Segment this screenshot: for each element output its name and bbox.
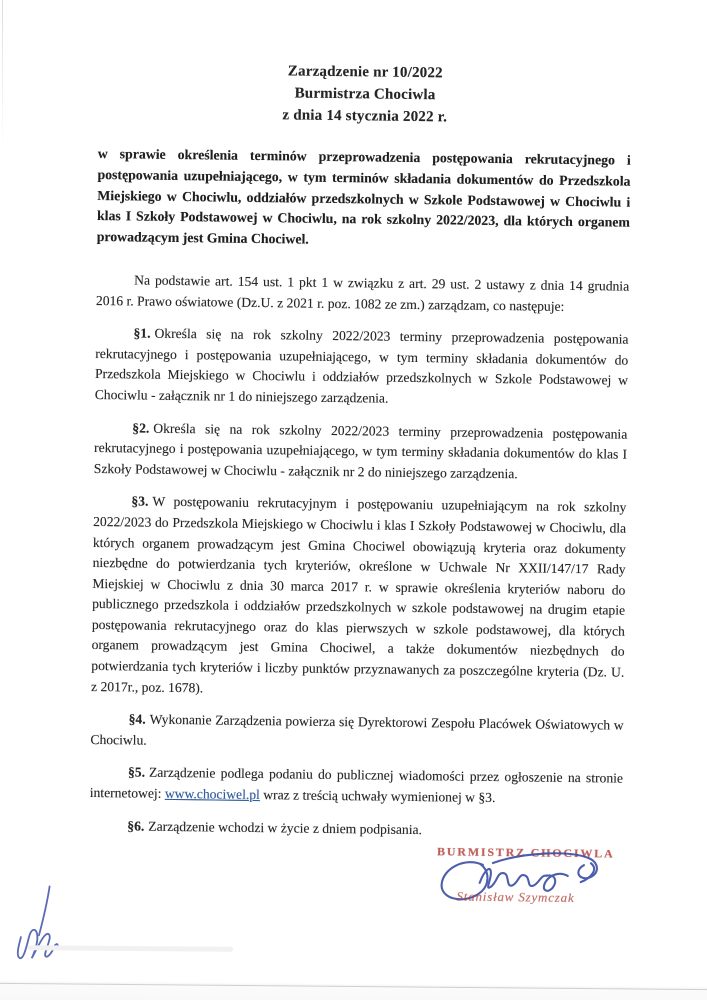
title-line-2: Burmistrza Chociwla [294,85,436,104]
section-text: Określa się na rok szkolny 2022/2023 terminy przeprowadzenia postępowania rekrutacyjnego i postępowania uzupełniającego, w tym terminy składania dokumentów do Przedszkola Miejskiego w Chociwlu i oddziałów przedszkolnych w Szkole Podstawowej w Chociwlu - załącznik nr 1 do niniejszego zarządzenia. [94,325,629,406]
signature-block [436,844,617,926]
section-text: Zarządzenie podlega podaniu do publicznej wiadomości przez ogłoszenie na stronie internetowej: www.chociwel.pl wraz z treścią uchwały wymienionej w §3. [89,765,624,806]
mayor-stamp-name: Stanisław Szymczak [456,888,575,906]
section-marker: §1. [133,325,151,341]
document-content [89,58,632,906]
section-5 [90,762,623,810]
section-marker: §4. [128,711,146,727]
sections [89,323,628,843]
paraph-initials-ink [12,881,75,968]
section-text: Określa się na rok szkolny 2022/2023 terminy przeprowadzenia postępowania rekrutacyjnego i postępowania uzupełniającego, w tym terminy składania dokumentów do klas I Szkoły Podstawowej w Chociwlu - załącznik nr 2 do niniejszego zarządzenia. [93,420,628,482]
section-marker: §3. [131,493,149,509]
section-marker: §6. [127,818,145,834]
mayor-stamp-title: BURMISTRZ CHOCIWLA [436,844,615,861]
section-marker: §5. [127,764,146,781]
title-line-1: Zarządzenie nr 10/2022 [287,63,443,82]
title-line-3: z dnia 14 stycznia 2022 r. [282,107,448,126]
section-4 [90,709,623,757]
section-2 [94,418,628,486]
section-text: W postępowaniu rekrutacyjnym i postępowaniu uzupełniającym na rok szkolny 2022/2023 do Przedszkola Miejskiego w Chociwlu i klas I Szkoły Podstawowej w Chociwlu, dla których organem prowadzącym jest Gmina Chociwel obowiązują kryteria oraz dokumenty niezbędne do potwierdzania tych kryteriów, określone w Uchwale Nr XXII/147/17 Rady Miejskiej w Chociwlu z dnia 30 marca 2017 r. w sprawie określenia kryteriów naboru do publicznego przedszkola i oddziałów przedszkolnych w szkole podstawowej na drugim etapie postępowania rekrutacyjnego oraz do klas pierwszych w szkole podstawowej, dla których organem prowadzącym jest Gmina Chociwel, a także dokumentów niezbędnych do potwierdzania tych kryteriów i liczby punktów przyznawanych za poszczególne kryteria (Dz. U. z 2017r., poz. 1678). [91,494,627,696]
legal-basis-paragraph: Na podstawie art. 154 ust. 1 pkt 1 w związku z art. 29 ust. 2 ustawy z dnia 14 grudnia 2016 r. Prawo oświatowe (Dz.U. z 2021 r. poz. 1082 ze zm.) zarządzam, co następuje: [95,272,630,314]
section-3 [91,491,627,704]
section-6 [89,816,622,843]
document-subject: w sprawie określenia terminów przeprowadzenia postępowania rekrutacyjnego i postępowania uzupełniającego, w tym terminów składania dokumentów do Przedszkola Miejskiego w Chociwlu, oddziałów przedszkolnych w Szkole Podstawowej w Chociwlu i klas I Szkoły Podstawowej w Chociwlu, na rok szkolny 2022/2023, dla których organem prowadzącym jest Gmina Chociwel. [96,145,631,247]
scan-left-edge [2,0,3,150]
document-title [98,58,632,131]
section-text: Zarządzenie wchodzi w życie z dniem podpisania. [148,818,423,837]
chociwel-website-link[interactable]: www.chociwel.pl [164,785,260,803]
page-bottom-edge [0,983,707,1000]
section-text: Wykonanie Zarządzenia powierza się Dyrektorowi Zespołu Placówek Oświatowych w Chociwlu. [90,711,624,748]
section-marker: §2. [132,419,150,436]
section-1 [95,323,629,412]
